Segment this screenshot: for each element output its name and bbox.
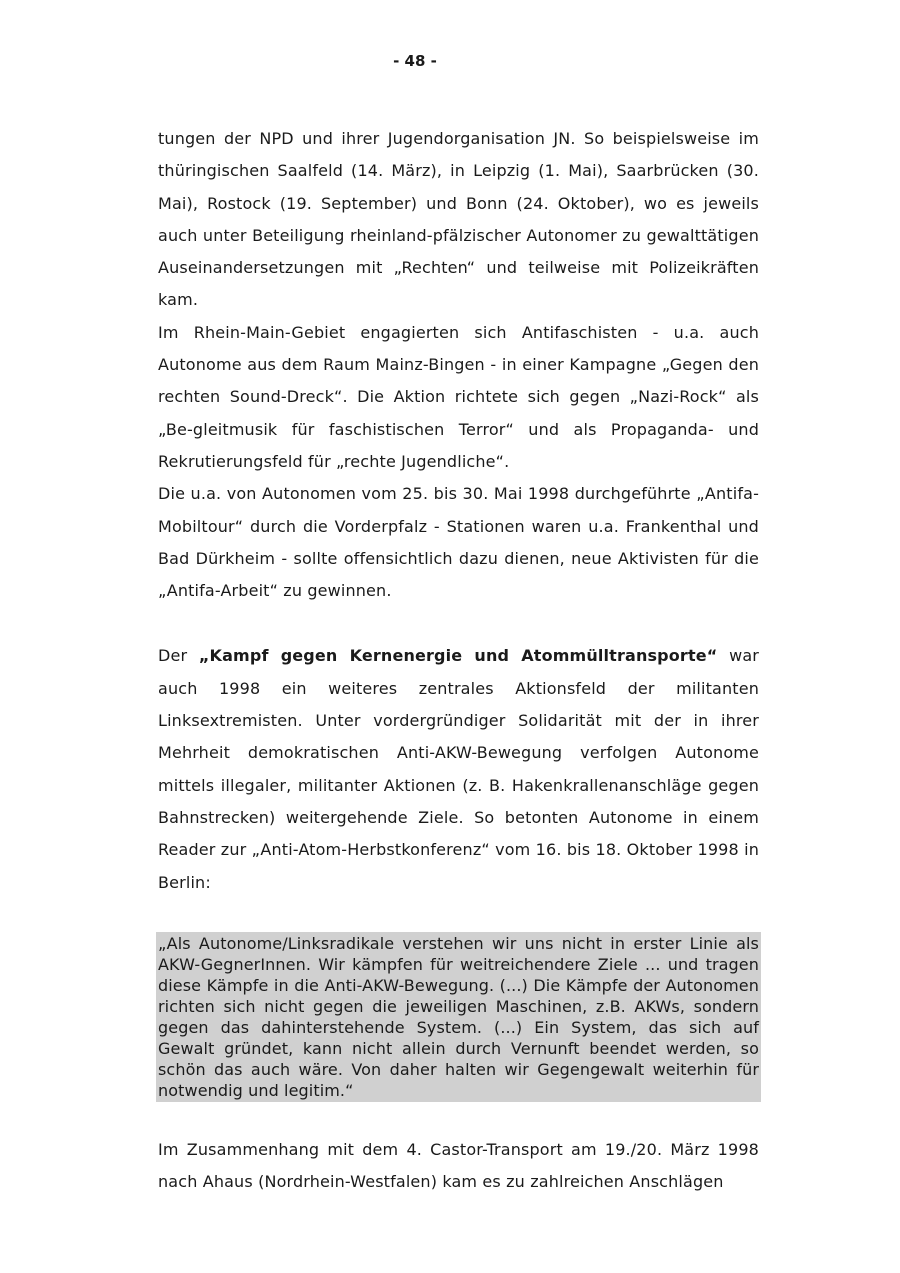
block-quote: „Als Autonome/Linksradikale verstehen wir uns nicht in erster Linie als AKW-GegnerInnen. Wir kämpfen für weitreichendere Ziele ... und tragen diese Kämpfe in die Anti-AKW-Bewegung. (...) Die Kämpfe der Autonomen richten sich nicht gegen die jeweiligen Maschinen, z.B. AKWs, sondern gegen das dahinterstehende System. (...) Ein System, das sich auf Gewalt gründet, kann nicht allein durch Vernunft beendet werden, so schön das auch wäre. Von daher halten wir Gegengewalt weiterhin für notwendig und legitim.“ <box>158 933 759 1100</box>
paragraph-kampf-kernenergie <box>158 640 759 898</box>
kampf-text: war auch 1998 ein weiteres zentrales Aktionsfeld der militanten Linksextremisten. Unter vordergründiger Solidarität mit der in ihrer Mehrheit demokratischen Anti-AKW-Bewegung verfolgen Autonome mittels illegaler, militanter Aktionen (z. B. Hakenkrallenanschläge gegen Bahnstrecken) weitergehende Ziele. So betonten Autonome in einem Reader zur „Anti-Atom-Herbstkonferenz“ vom 16. bis 18. Oktober 1998 in Berlin: <box>158 646 759 892</box>
kampf-heading-bold: „Kampf gegen Kernenergie und Atommülltransporte“ <box>198 646 718 666</box>
paragraph-spacer <box>158 1102 759 1134</box>
paragraph-npd-events: tungen der NPD und ihrer Jugendorganisation JN. So beispielsweise im thüringischen Saalfeld (14. März), in Leipzig (1. Mai), Saarbrücken (30. Mai), Rostock (19. September) und Bonn (24. Oktober), wo es jeweils auch unter Beteiligung rheinland-pfälzischer Autonomer zu gewalttätigen Auseinandersetzungen mit „Rechten“ und teilweise mit Polizeikräften kam. <box>158 129 759 310</box>
paragraph-rhein-main: Im Rhein-Main-Gebiet engagierten sich Antifaschisten - u.a. auch Autonome aus dem Raum Mainz-Bingen - in einer Kampagne „Gegen den rechten Sound-Dreck“. Die Aktion richtete sich gegen „Nazi-Rock“ als „Be-gleitmusik für faschistischen Terror“ und als Propaganda- und Rekrutierungsfeld für „rechte Jugendliche“. <box>158 322 759 471</box>
paragraph-spacer <box>158 607 759 640</box>
document-body <box>158 123 759 1198</box>
paragraph-spacer <box>158 899 759 932</box>
paragraph-antifa-mobiltour: Die u.a. von Autonomen vom 25. bis 30. Mai 1998 durchgeführte „Antifa-Mobiltour“ durch die Vorderpfalz - Stationen waren u.a. Frankenthal und Bad Dürkheim - sollte offensichtlich dazu dienen, neue Aktivisten für die „Antifa-Arbeit“ zu gewinnen. <box>158 484 759 601</box>
kampf-prefix: Der <box>158 646 199 666</box>
paragraph-castor-transport: Im Zusammenhang mit dem 4. Castor-Transport am 19./20. März 1998 nach Ahaus (Nordrhein-Westfalen) kam es zu zahlreichen Anschlägen <box>158 1139 759 1192</box>
page-number: - 48 - <box>393 52 437 70</box>
